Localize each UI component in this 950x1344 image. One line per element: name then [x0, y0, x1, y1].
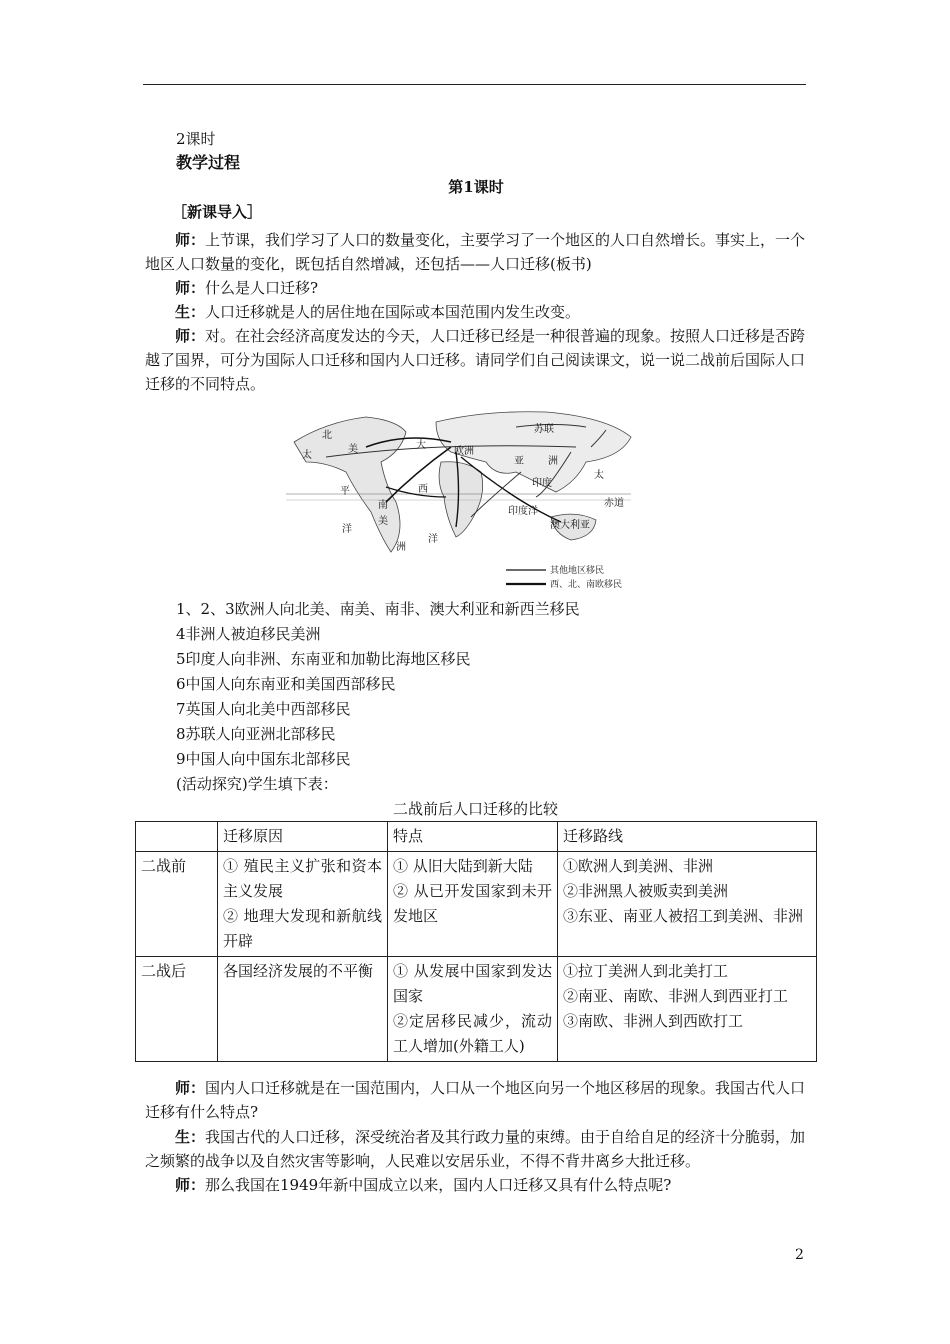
utterance: 上节课，我们学习了人口的数量变化，主要学习了一个地区的人口自然增长。事实上，一个地区人口数量的变化，既包括自然增减，还包括——人口迁移(板书)	[145, 231, 806, 273]
route-note-8: 8苏联人向亚洲北部移民	[176, 725, 336, 743]
period-cell: 二战后	[136, 957, 218, 1062]
map-label: 印度洋	[508, 506, 538, 517]
cell-line: ② 地理大发现和新航线开辟	[223, 907, 382, 950]
utterance: 人口迁移就是人的居住地在国际或本国范围内发生改变。	[205, 303, 581, 321]
cell-line: ②非洲黑人被贩卖到美洲	[563, 882, 729, 900]
cell-line: 各国经济发展的不平衡	[223, 962, 374, 980]
speaker: 生：	[175, 303, 206, 321]
map-label: 美	[378, 516, 388, 527]
reasons-cell	[218, 957, 388, 1062]
features-cell	[388, 852, 558, 957]
migration-map	[286, 402, 646, 596]
africa-landmass	[439, 462, 483, 537]
features-cell	[388, 957, 558, 1062]
cell-line: ①欧洲人到美洲、非洲	[563, 857, 714, 875]
route-note-1: 1、2、3欧洲人向北美、南美、南非、澳大利亚和新西兰移民	[176, 600, 580, 618]
period-cell: 二战前	[136, 852, 218, 957]
cell-line: ① 从发展中国家到发达国家	[393, 962, 552, 1005]
dialogue-student-2	[145, 1125, 807, 1173]
cell-line: ②定居移民减少，流动工人增加(外籍工人)	[393, 1012, 552, 1055]
route-note-5: 5印度人向非洲、东南亚和加勒比海地区移民	[176, 650, 471, 668]
page-number: 2	[795, 1247, 804, 1263]
map-label: 洋	[342, 524, 352, 535]
speaker: 师：	[175, 231, 206, 249]
map-label: 太	[302, 450, 312, 461]
table-header-row	[136, 822, 817, 852]
speaker: 师：	[175, 1079, 206, 1097]
map-label: 印度	[532, 478, 552, 489]
table-row	[136, 957, 817, 1062]
map-label: 大	[416, 440, 426, 451]
map-label: 赤道	[604, 498, 624, 509]
cell-line: ②南亚、南欧、非洲人到西亚打工	[563, 987, 789, 1005]
table-header: 迁移路线	[558, 822, 817, 852]
map-label: 北	[322, 430, 332, 441]
legend-other: 其他地区移民	[550, 566, 605, 576]
cell-line: ① 从旧大陆到新大陆	[393, 857, 533, 875]
legend-europe: 西、北、南欧移民	[550, 580, 623, 590]
map-label: 洲	[396, 542, 406, 553]
activity-prompt: (活动探究)学生填下表：	[176, 775, 338, 793]
routes-cell	[558, 957, 817, 1062]
dialogue-teacher-3	[145, 324, 807, 396]
utterance: 对。在社会经济高度发达的今天，人口迁移已经是一种很普遍的现象。按照人口迁移是否跨越了国界，可分为国际人口迁移和国内人口迁移。请同学们自己阅读课文，说一说二战前后国际人口迁移的不同特点。	[145, 327, 806, 393]
cell-line: ③南欧、非洲人到西欧打工	[563, 1012, 744, 1030]
map-label: 欧洲	[454, 446, 474, 457]
dialogue-teacher-4	[145, 1076, 807, 1124]
table-header	[136, 822, 218, 852]
map-label: 洋	[428, 534, 438, 545]
route-note-7: 7英国人向北美中西部移民	[176, 700, 351, 718]
migration-comparison-table	[135, 821, 817, 1062]
table-header: 特点	[388, 822, 558, 852]
lesson-count: 2课时	[176, 130, 216, 148]
utterance: 我国古代的人口迁移，深受统治者及其行政力量的束缚。由于自给自足的经济十分脆弱，加之频繁的战争以及自然灾害等影响，人民难以安居乐业，不得不背井离乡大批迁移。	[145, 1128, 806, 1170]
map-label: 澳大利亚	[550, 520, 590, 531]
header-rule	[143, 84, 806, 85]
speaker: 生：	[175, 1128, 206, 1146]
dialogue-teacher-1	[145, 228, 807, 276]
dialogue-teacher-2	[145, 276, 807, 300]
map-label: 西	[418, 484, 428, 495]
section-heading: ［新课导入］	[172, 203, 263, 221]
process-title: 教学过程	[176, 153, 241, 172]
table-header: 迁移原因	[218, 822, 388, 852]
map-label: 洲	[548, 456, 558, 467]
cell-line: ③东亚、南亚人被招工到美洲、非洲	[563, 907, 804, 925]
route-4	[386, 487, 446, 497]
dialogue-teacher-5	[145, 1173, 807, 1197]
cell-line: ①拉丁美洲人到北美打工	[563, 962, 729, 980]
lesson-title: 第1课时	[448, 178, 504, 196]
routes-cell	[558, 852, 817, 957]
speaker: 师：	[175, 279, 206, 297]
dialogue-student-1	[145, 300, 807, 324]
map-label: 苏联	[534, 424, 554, 435]
map-label: 美	[348, 444, 358, 455]
map-label: 南	[378, 500, 388, 511]
table-row	[136, 852, 817, 957]
table-caption: 二战前后人口迁移的比较	[392, 800, 558, 818]
utterance: 那么我国在1949年新中国成立以来，国内人口迁移又具有什么特点呢?	[205, 1176, 672, 1194]
reasons-cell	[218, 852, 388, 957]
route-note-6: 6中国人向东南亚和美国西部移民	[176, 675, 396, 693]
utterance: 什么是人口迁移?	[205, 279, 319, 297]
utterance: 国内人口迁移就是在一国范围内，人口从一个地区向另一个地区移居的现象。我国古代人口迁移有什么特点?	[145, 1079, 806, 1121]
route-note-9: 9中国人向中国东北部移民	[176, 750, 351, 768]
speaker: 师：	[175, 327, 206, 345]
map-label: 太	[594, 470, 604, 481]
cell-line: ① 殖民主义扩张和资本主义发展	[223, 857, 382, 900]
cell-line: ② 从已开发国家到未开发地区	[393, 882, 552, 925]
map-label: 平	[340, 486, 350, 497]
route-note-4: 4非洲人被迫移民美洲	[176, 625, 321, 643]
map-label: 亚	[514, 456, 524, 467]
speaker: 师：	[175, 1176, 206, 1194]
